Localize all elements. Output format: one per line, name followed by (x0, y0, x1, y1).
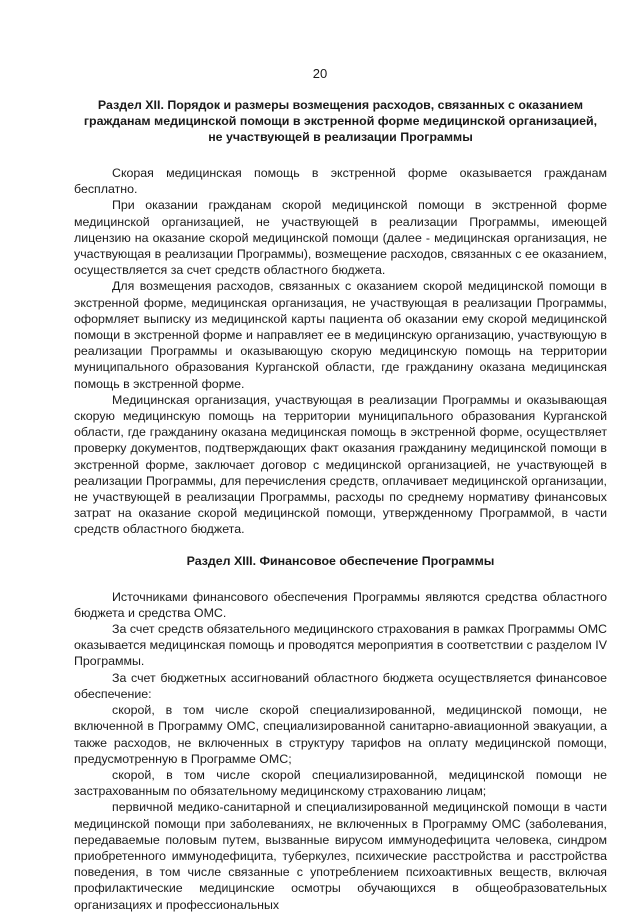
section-13-title: Раздел XIII. Финансовое обеспечение Программы (186, 553, 495, 568)
section-12-paragraph: Медицинская организация, участвующая в реализации Программы и оказывающая скорую медицинскую помощь на территории муниципального образования Курганской области, где гражданину оказана медицинская помощь в экстренной форме, осуществляет проверку документов, подтверждающих факт оказания гражданину медицинской помощи в экстренной форме, заключает договор с медицинской организацией, не участвующей в реализации Программы, для перечисления средств, оплачивает медицинской организации, не участвующей в реализации Программы, расходы по среднему нормативу финансовых затрат на оказание скорой медицинской помощи, утвержденному Программой, в части средств областного бюджета. (74, 392, 607, 537)
document-body (74, 97, 607, 913)
section-13-paragraph: За счет средств обязательного медицинского страхования в рамках Программы ОМС оказывается медицинская помощь и проводятся мероприятия в соответствии с разделом IV Программы. (74, 622, 607, 669)
section-12-paragraph: Для возмещения расходов, связанных с оказанием скорой медицинской помощи в экстренной форме, медицинская организация, не участвующая в реализации Программы, оформляет выписку из медицинской карты пациента об оказании ему скорой медицинской помощи в экстренной форме и направляет ее в медицинскую организацию, участвующую в реализации Программы и оказывающую скорую медицинскую помощь на территории муниципального образования Курганской области, где гражданину оказана медицинская помощь в экстренной форме. (74, 279, 607, 391)
section-12-paragraph: Скорая медицинская помощь в экстренной форме оказывается гражданам бесплатно. (74, 166, 607, 197)
page-number: 20 (312, 66, 328, 81)
section-13-list-item: первичной медико-санитарной и специализированной медицинской помощи в части медицинской помощи при заболеваниях, не включенных в Программу ОМС (заболевания, передаваемые половым путем, вызванные вирусом иммунодефицита человека, синдром приобретенного иммунодефицита, туберкулез, психические расстройства и расстройства поведения, в том числе связанные с употреблением психоактивных веществ, включая профилактические медицинские осмотры обучающихся в общеобразовательных организациях и профессиональных (74, 800, 607, 912)
section-13-paragraph: За счет бюджетных ассигнований областного бюджета осуществляется финансовое обеспечение: (74, 670, 607, 701)
section-13-list-item: скорой, в том числе скорой специализированной, медицинской помощи не застрахованным по обязательному медицинскому страхованию лицам; (74, 767, 607, 799)
section-13-paragraph: Источниками финансового обеспечения Программы являются средства областного бюджета и средства ОМС. (74, 589, 607, 620)
section-12-title: Раздел XII. Порядок и размеры возмещения расходов, связанных с оказанием гражданам медицинской помощи в экстренной форме медицинской организацией, не участвующей в реализации Программы (83, 98, 598, 144)
section-13-list-item: скорой, в том числе скорой специализированной, медицинской помощи, не включенной в Программу ОМС, специализированной санитарно-авиационной эвакуации, а также расходов, не включенных в структуру тарифов на оплату медицинской помощи, предусмотренную в Программе ОМС; (74, 703, 607, 766)
section-12-paragraph: При оказании гражданам скорой медицинской помощи в экстренной форме медицинской организацией, не участвующей в реализации Программы, имеющей лицензию на оказание скорой медицинской помощи (далее - медицинская организация, не участвующая в реализации Программы), возмещение расходов, связанных с ее оказанием, осуществляется за счет средств областного бюджета. (74, 198, 607, 278)
